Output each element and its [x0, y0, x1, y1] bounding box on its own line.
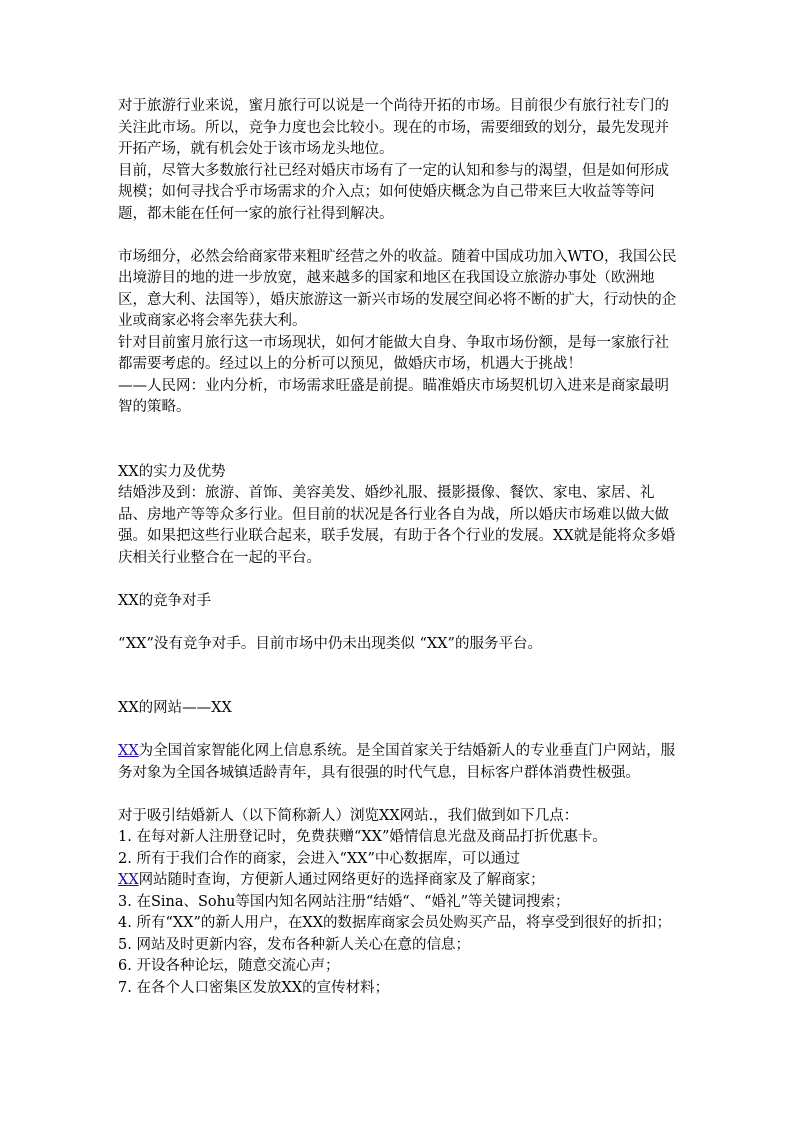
website-body — [118, 741, 678, 784]
spacer — [118, 784, 678, 806]
list-item-4: 4. 所有“XX”的新人用户，在XX的数据库商家会员处购买产品，将享受到很好的折扣； — [118, 915, 672, 931]
list-item-3: 3. 在Sina、Sohu等国内知名网站注册“结婚“、“婚礼”等关键词搜索； — [118, 893, 570, 910]
list-item-5: 5. 网站及时更新内容，发布各种新人关心在意的信息； — [118, 936, 470, 953]
spacer — [118, 569, 678, 591]
market-paragraph-1: 市场细分，必然会给商家带来粗旷经营之外的收益。随着中国成功加入WTO，我国公民出境游目的地的进一步放宽，越来越多的国家和地区在我国设立旅游办事处（欧洲地区，意大利、法国等），婚庆旅游这一新兴市场的发展空间必将不断的扩大，行动快的企业或商家必将会率先获大利。 — [118, 248, 677, 329]
list-item-2-line-1: 2. 所有于我们合作的商家，会进入“XX”中心数据库，可以通过 — [118, 850, 520, 867]
list-item-2-line-2 — [118, 870, 678, 892]
xx-link-2[interactable]: XX — [118, 872, 139, 888]
strength-body: 结婚涉及到：旅游、首饰、美容美发、婚纱礼服、摄影摄像、餐饮、家电、家居、礼品、房地产等等众多行业。但目前的状况是各行业各自为战，所以婚庆市场难以做大做强。如果把这些行业联合起来，联手发展，有助于各个行业的发展。XX就是能将众多婚庆相关行业整合在一起的平台。 — [118, 485, 676, 566]
spacer — [118, 419, 678, 462]
competition-heading: XX的竞争对手 — [118, 592, 212, 609]
website-body-text: 为全国首家智能化网上信息系统。是全国首家关于结婚新人的专业垂直门户网站，服务对象为全国各城镇适龄青年，具有很强的时代气息，目标客户群体消费性极强。 — [118, 743, 676, 781]
xx-link[interactable]: XX — [118, 743, 139, 759]
attract-intro: 对于吸引结婚新人（以下简称新人）浏览XX网站.，我们做到如下几点： — [118, 807, 579, 824]
website-heading: XX的网站——XX — [118, 700, 232, 716]
spacer — [118, 655, 678, 698]
market-paragraph-3: ——人民网：业内分析，市场需求旺盛是前提。瞄准婚庆市场契机切入进来是商家最明智的策略。 — [118, 377, 669, 415]
list-item-1: 1. 在每对新人注册登记时，免费获赠“XX”婚情信息光盘及商品打折优惠卡。 — [118, 829, 607, 845]
intro-paragraph-1: 对于旅游行业来说，蜜月旅行可以说是一个尚待开拓的市场。目前很少有旅行社专门的关注此市场。所以，竞争力度也会比较小。现在的市场，需要细致的划分，最先发现并开拓产场，就有机会处于该市场龙头地位。 — [118, 98, 669, 157]
market-paragraph-2: 针对目前蜜月旅行这一市场现状，如何才能做大自身、争取市场份额，是每一家旅行社都需要考虑的。经过以上的分析可以预见，做婚庆市场，机遇大于挑战！ — [118, 334, 669, 372]
list-item-2-text: 网站随时查询，方便新人通过网络更好的选择商家及了解商家； — [138, 872, 545, 888]
competition-body: “XX”没有竞争对手。目前市场中仍未出现类似 “XX”的服务平台。 — [118, 635, 542, 652]
intro-paragraph-2: 目前，尽管大多数旅行社已经对婚庆市场有了一定的认知和参与的渴望，但是如何形成规模；如何寻找合乎市场需求的介入点；如何使婚庆概念为自己带来巨大收益等等问题，都未能在任何一家的旅行社得到解决。 — [118, 162, 669, 222]
spacer — [118, 612, 678, 634]
document-content — [118, 96, 678, 999]
list-item-7: 7. 在各个人口密集区发放XX的宣传材料； — [118, 979, 390, 996]
spacer — [118, 225, 678, 247]
strength-heading: XX的实力及优势 — [118, 463, 226, 480]
spacer — [118, 720, 678, 742]
list-item-6: 6. 开设各种论坛，随意交流心声； — [118, 958, 340, 974]
